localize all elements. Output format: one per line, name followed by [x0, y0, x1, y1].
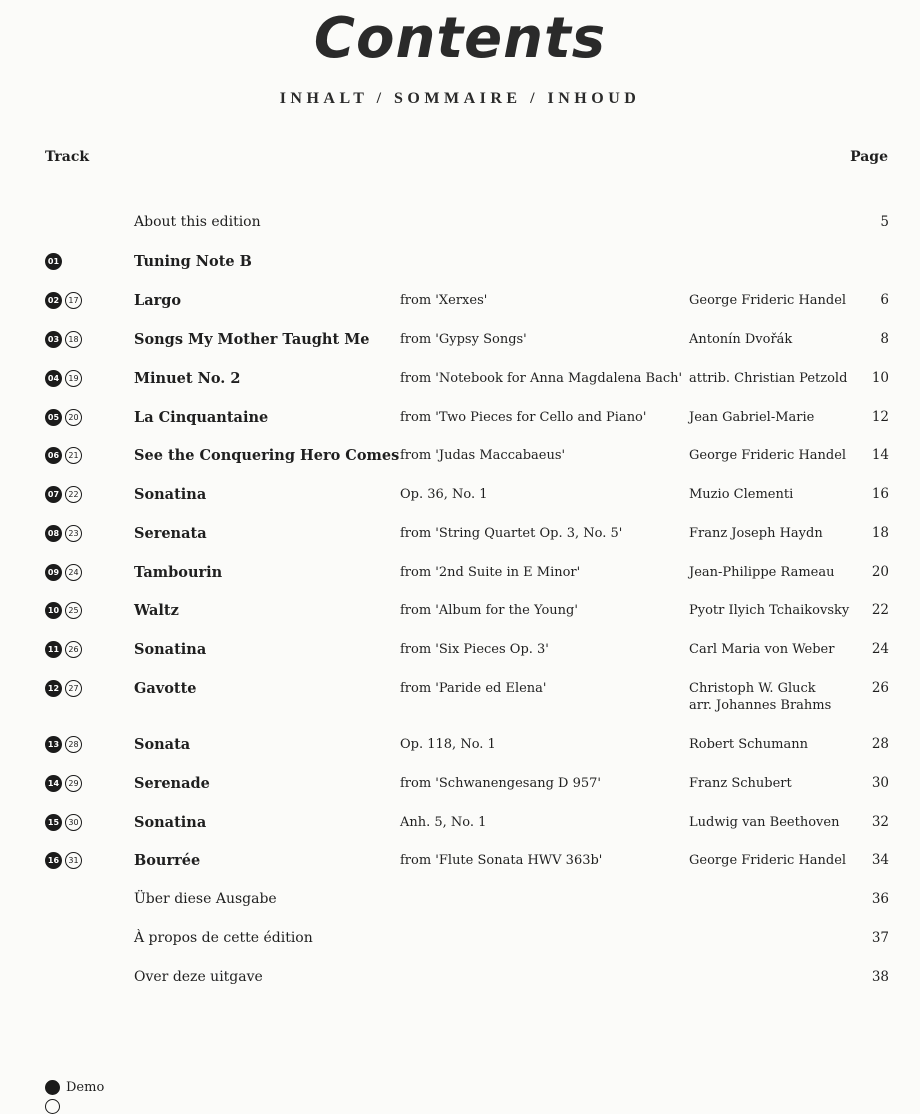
playalong-track-badge: 19	[65, 370, 82, 387]
demo-track-badge: 14	[45, 775, 62, 792]
track-numbers	[45, 447, 82, 464]
demo-track-badge: 01	[45, 253, 62, 270]
composer	[689, 736, 808, 753]
track-numbers	[45, 641, 82, 658]
page-number: 30	[871, 775, 889, 791]
legend-demo-label: Demo	[66, 1080, 105, 1095]
page-title: Contents	[313, 6, 607, 71]
piece-title: Tambourin	[134, 564, 223, 581]
composer-name: Robert Schumann	[689, 737, 808, 752]
composer-name: Carl Maria von Weber	[689, 642, 835, 657]
demo-track-badge: 07	[45, 486, 62, 503]
track-numbers	[45, 736, 82, 753]
composer	[689, 292, 846, 309]
playalong-track-badge: 17	[65, 292, 82, 309]
page-number: 16	[871, 486, 889, 502]
page-number: 10	[871, 370, 889, 386]
playalong-track-badge: 28	[65, 736, 82, 753]
composer-name: attrib. Christian Petzold	[689, 371, 848, 386]
composer	[689, 331, 792, 348]
composer-name: Ludwig van Beethoven	[689, 815, 840, 830]
piece-source: from 'Flute Sonata HWV 363b'	[400, 853, 603, 868]
demo-track-badge: 16	[45, 852, 62, 869]
track-numbers	[45, 680, 82, 697]
composer	[689, 486, 793, 503]
composer-name: Franz Joseph Haydn	[689, 526, 823, 541]
composer-name: Christoph W. Gluck	[689, 681, 816, 696]
outlined-circle-icon	[45, 1099, 60, 1114]
page-number: 12	[871, 409, 889, 425]
demo-track-badge: 05	[45, 409, 62, 426]
track-numbers	[45, 331, 82, 348]
piece-source: from 'Two Pieces for Cello and Piano'	[400, 410, 647, 425]
demo-track-badge: 13	[45, 736, 62, 753]
composer-name: George Frideric Handel	[689, 853, 847, 868]
playalong-track-badge: 18	[65, 331, 82, 348]
track-column-header: Track	[45, 149, 90, 165]
piece-title: Bourrée	[134, 852, 201, 869]
page-number: 22	[871, 602, 889, 618]
piece-title: Über diese Ausgabe	[134, 891, 277, 907]
composer-name: Jean Gabriel-Marie	[689, 410, 815, 425]
piece-title: La Cinquantaine	[134, 409, 269, 426]
piece-source: from 'Xerxes'	[400, 293, 488, 308]
composer	[689, 775, 792, 792]
page-number: 37	[871, 930, 889, 946]
page-number: 34	[871, 852, 889, 868]
composer	[689, 602, 849, 619]
page-number: 14	[871, 447, 889, 463]
composer	[689, 409, 814, 426]
piece-title: Sonata	[134, 736, 191, 753]
composer	[689, 680, 831, 714]
playalong-track-badge: 30	[65, 814, 82, 831]
piece-title: Serenade	[134, 775, 210, 792]
track-numbers	[45, 253, 62, 270]
page-number: 36	[871, 891, 889, 907]
piece-title: About this edition	[134, 214, 261, 230]
piece-source: Anh. 5, No. 1	[400, 815, 487, 830]
composer	[689, 852, 846, 869]
page-number: 20	[871, 564, 889, 580]
piece-source: from 'Six Pieces Op. 3'	[400, 642, 549, 657]
playalong-track-badge: 25	[65, 602, 82, 619]
page-number: 18	[871, 525, 889, 541]
track-numbers	[45, 602, 82, 619]
track-numbers	[45, 370, 82, 387]
piece-title: Largo	[134, 292, 182, 309]
composer	[689, 564, 834, 581]
piece-title: See the Conquering Hero Comes	[134, 447, 400, 464]
demo-track-badge: 04	[45, 370, 62, 387]
piece-source: from 'Schwanengesang D 957'	[400, 776, 601, 791]
piece-title: Sonatina	[134, 814, 207, 831]
composer	[689, 525, 823, 542]
piece-title: Waltz	[134, 602, 179, 619]
demo-track-badge: 12	[45, 680, 62, 697]
demo-track-badge: 06	[45, 447, 62, 464]
composer-name: Antonín Dvořák	[689, 332, 793, 347]
page-number: 6	[880, 292, 889, 308]
demo-track-badge: 08	[45, 525, 62, 542]
piece-source: from 'Notebook for Anna Magdalena Bach'	[400, 371, 683, 386]
playalong-track-badge: 26	[65, 641, 82, 658]
demo-track-badge: 15	[45, 814, 62, 831]
playalong-track-badge: 23	[65, 525, 82, 542]
composer-name: Pyotr Ilyich Tchaikovsky	[689, 603, 850, 618]
page-number: 32	[871, 814, 889, 830]
legend-playalong	[45, 1099, 60, 1114]
piece-source: from 'String Quartet Op. 3, No. 5'	[400, 526, 623, 541]
piece-title: À propos de cette édition	[134, 930, 313, 946]
piece-source: from 'Paride ed Elena'	[400, 681, 547, 696]
playalong-track-badge: 29	[65, 775, 82, 792]
track-numbers	[45, 486, 82, 503]
demo-track-badge: 10	[45, 602, 62, 619]
page-column-header: Page	[850, 149, 888, 165]
legend-demo	[45, 1080, 104, 1095]
composer	[689, 370, 847, 387]
page-subtitle: INHALT / SOMMAIRE / INHOUD	[279, 90, 641, 107]
track-numbers	[45, 409, 82, 426]
playalong-track-badge: 20	[65, 409, 82, 426]
composer-name: Muzio Clementi	[689, 487, 794, 502]
piece-title: Gavotte	[134, 680, 197, 697]
composer	[689, 447, 846, 464]
playalong-track-badge: 27	[65, 680, 82, 697]
playalong-track-badge: 22	[65, 486, 82, 503]
composer-name: George Frideric Handel	[689, 448, 847, 463]
piece-title: Sonatina	[134, 641, 207, 658]
piece-source: from 'Judas Maccabaeus'	[400, 448, 566, 463]
composer	[689, 814, 839, 831]
composer-name: Franz Schubert	[689, 776, 792, 791]
page-number: 8	[880, 331, 889, 347]
piece-title: Sonatina	[134, 486, 207, 503]
composer-name: George Frideric Handel	[689, 293, 847, 308]
demo-track-badge: 11	[45, 641, 62, 658]
track-numbers	[45, 564, 82, 581]
page-number: 24	[871, 641, 889, 657]
composer-name: Jean-Philippe Rameau	[689, 565, 835, 580]
piece-title: Serenata	[134, 525, 207, 542]
piece-source: Op. 36, No. 1	[400, 487, 488, 502]
track-numbers	[45, 814, 82, 831]
playalong-track-badge: 21	[65, 447, 82, 464]
track-numbers	[45, 775, 82, 792]
demo-track-badge: 02	[45, 292, 62, 309]
composer	[689, 641, 834, 658]
piece-source: Op. 118, No. 1	[400, 737, 496, 752]
piece-source: from 'Gypsy Songs'	[400, 332, 527, 347]
piece-title: Over deze uitgave	[134, 969, 263, 985]
page-number: 38	[871, 969, 889, 985]
filled-circle-icon	[45, 1080, 60, 1095]
piece-title: Songs My Mother Taught Me	[134, 331, 370, 348]
playalong-track-badge: 24	[65, 564, 82, 581]
page-number: 5	[880, 214, 889, 230]
track-numbers	[45, 525, 82, 542]
playalong-track-badge: 31	[65, 852, 82, 869]
piece-source: from '2nd Suite in E Minor'	[400, 565, 581, 580]
track-numbers	[45, 292, 82, 309]
page-number: 26	[871, 680, 889, 696]
page-number: 28	[871, 736, 889, 752]
demo-track-badge: 03	[45, 331, 62, 348]
piece-title: Tuning Note B	[134, 253, 252, 270]
demo-track-badge: 09	[45, 564, 62, 581]
piece-source: from 'Album for the Young'	[400, 603, 578, 618]
arranger-name: arr. Johannes Brahms	[689, 698, 832, 713]
track-numbers	[45, 852, 82, 869]
piece-title: Minuet No. 2	[134, 370, 241, 387]
